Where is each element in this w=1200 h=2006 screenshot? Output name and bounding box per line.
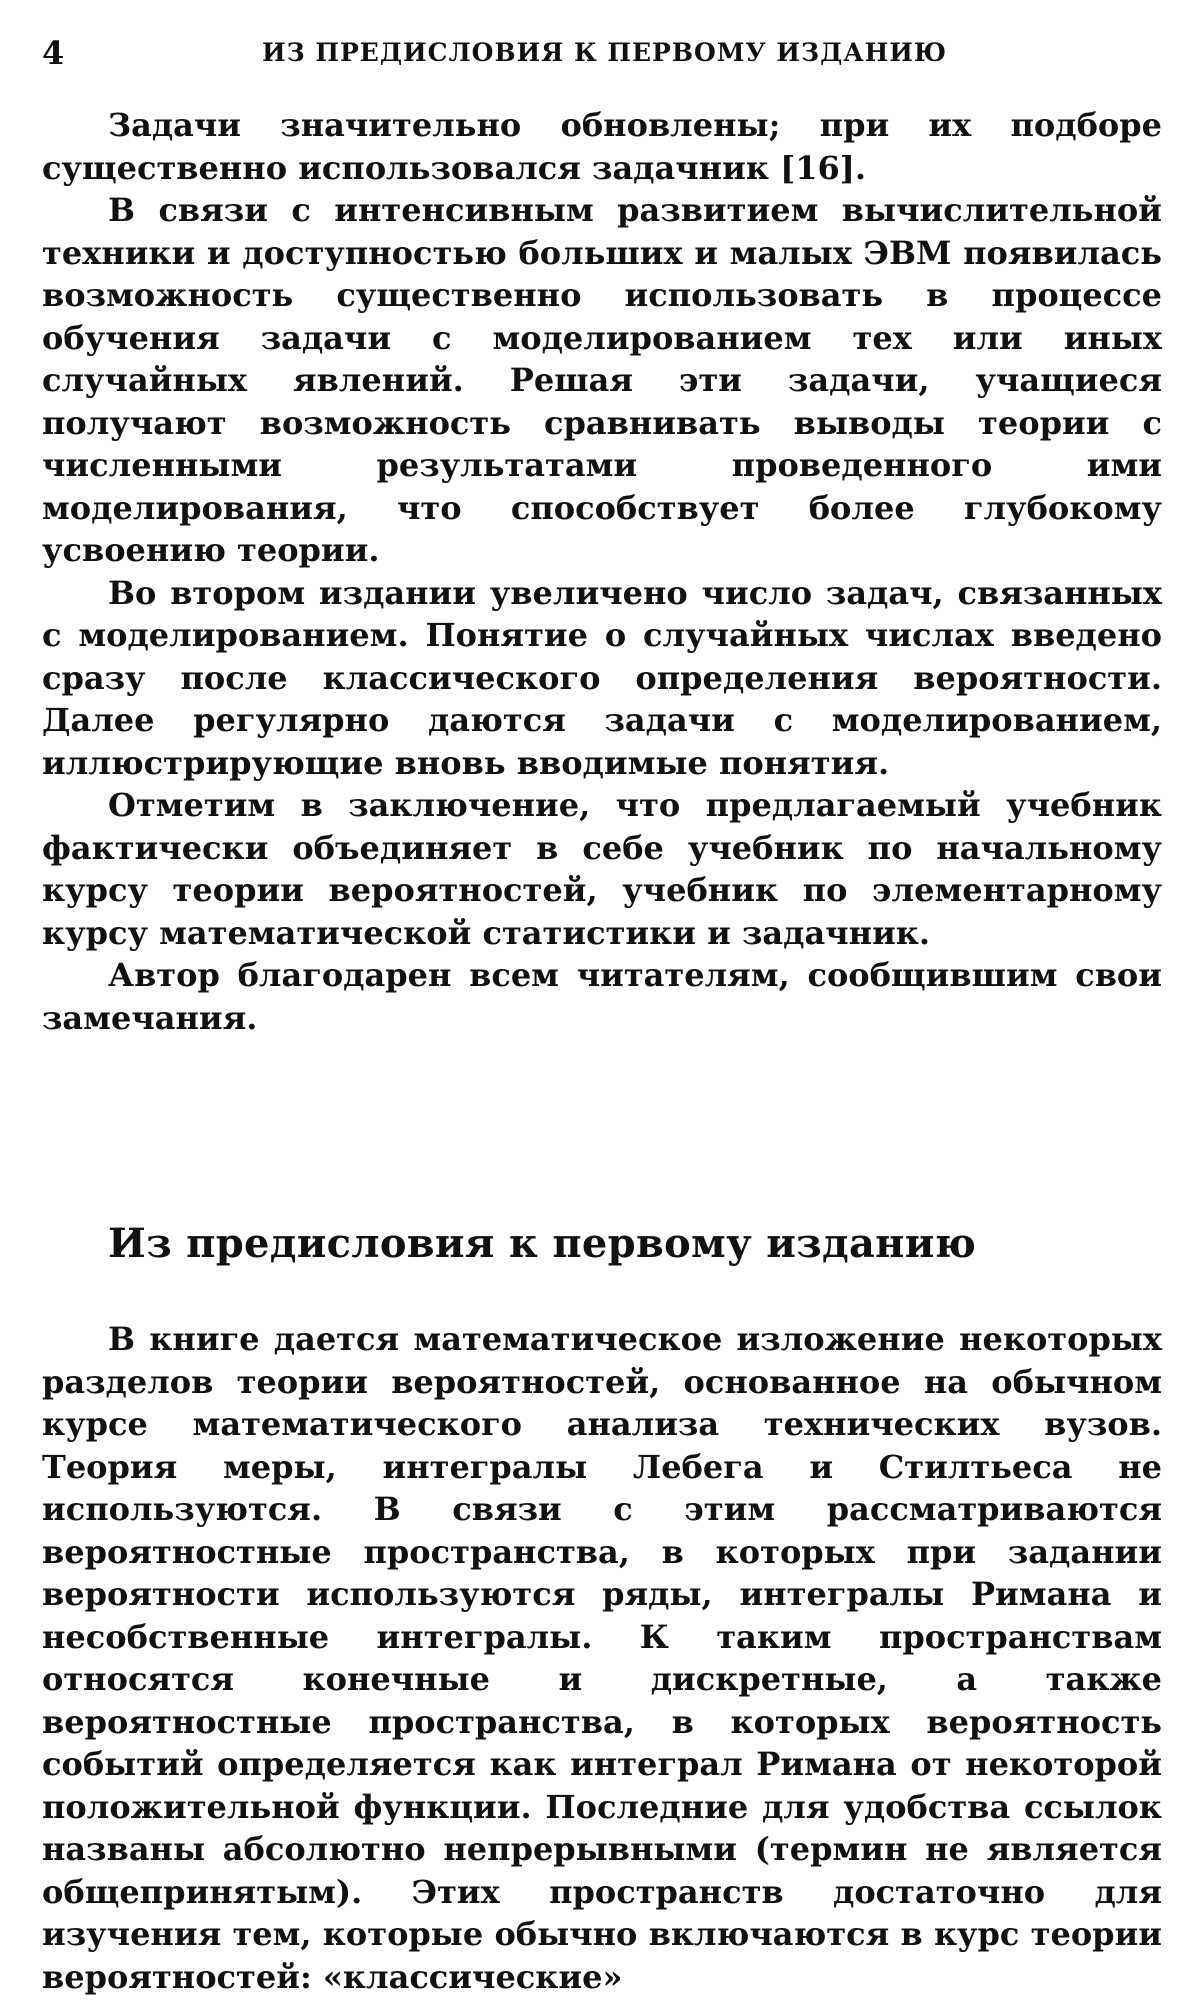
paragraph: Во втором издании увеличено число задач, связанных с моделированием. Понятие о случайных числах введено сразу после классического определения вероятности. Далее регулярно даются задачи с моделированием, иллюстрирующие вновь вводимые понятия.	[42, 573, 1162, 782]
section-heading: Из предисловия к первому изданию	[108, 1220, 977, 1267]
paragraph: В книге дается математическое изложение некоторых разделов теории вероятностей, основанное на обычном курсе математического анализа технических вузов. Теория меры, интегралы Лебега и Стилтьеса не используются. В связи с этим рассматриваются вероятностные пространства, в которых при задании вероятности используются ряды, интегралы Римана и несобственные интегралы. К таким пространствам относятся конечные и дискретные, а также вероятностные пространства, в которых вероятность событий определяется как интеграл Римана от некоторой положительной функции. Последние для удобства ссылок названы абсолютно непрерывными (термин не является общепринятым). Этих пространств достаточно для изучения тем, которые обычно включаются в курс теории вероятностей: «классические»	[42, 1320, 1162, 1996]
running-header	[42, 34, 1162, 74]
paragraph: Задачи значительно обновлены; при их подборе существенно использовался задачник [16].	[42, 106, 1162, 187]
top-text-block	[42, 104, 1162, 1039]
section-text-block	[42, 1318, 1162, 1998]
page-number: 4	[42, 34, 65, 72]
paragraph: В связи с интенсивным развитием вычислительной техники и доступностью больших и малых ЭВМ появилась возможность существенно использовать в процессе обучения задачи с моделированием тех или иных случайных явлений. Решая эти задачи, учащиеся получают возможность сравнивать выводы теории с численными результатами проведенного ими моделирования, что способствует более глубокому усвоению теории.	[42, 191, 1162, 569]
paragraph: Отметим в заключение, что предлагаемый учебник фактически объединяет в себе учебник по начальному курсу теории вероятностей, учебник по элементарному курсу математической статистики и задачник.	[42, 786, 1162, 952]
running-title: ИЗ ПРЕДИСЛОВИЯ К ПЕРВОМУ ИЗДАНИЮ	[262, 38, 948, 67]
paragraph: Автор благодарен всем читателям, сообщившим свои замечания.	[42, 956, 1162, 1037]
